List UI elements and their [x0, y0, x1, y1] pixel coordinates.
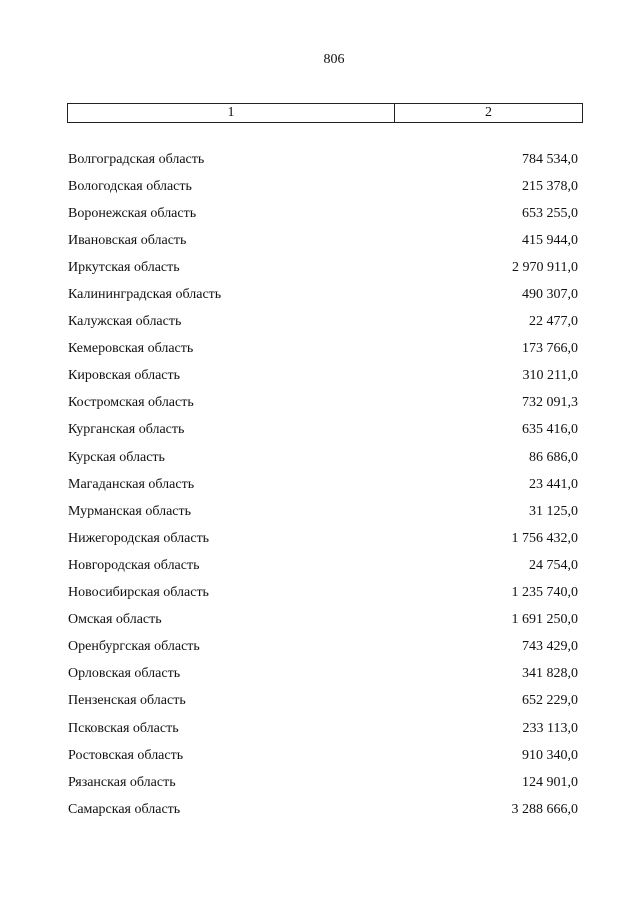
table-row: [68, 444, 578, 471]
table-row: [68, 607, 578, 634]
table-row: [68, 173, 578, 200]
region-name: Новгородская область: [68, 557, 200, 573]
table-row: [68, 715, 578, 742]
table-row: [68, 200, 578, 227]
region-value: 215 378,0: [522, 178, 578, 194]
region-value: 31 125,0: [529, 503, 578, 519]
table-row: [68, 580, 578, 607]
region-value: 124 901,0: [522, 774, 578, 790]
column-header-2: 2: [485, 105, 492, 120]
region-name: Новосибирская область: [68, 585, 209, 601]
page-number: 806: [323, 52, 345, 67]
region-name: Иркутская область: [68, 259, 180, 275]
region-value: 652 229,0: [522, 693, 578, 709]
table-row: [68, 796, 578, 823]
table-row: [68, 281, 578, 308]
table-row: [68, 417, 578, 444]
region-value: 310 211,0: [522, 368, 578, 384]
region-name: Калининградская область: [68, 287, 222, 303]
region-list: [68, 146, 578, 823]
table-row: [68, 661, 578, 688]
table-row: [68, 471, 578, 498]
region-name: Калужская область: [68, 314, 182, 330]
region-name: Волгоградская область: [68, 151, 205, 167]
table-row: [68, 525, 578, 552]
region-value: 2 970 911,0: [512, 259, 578, 275]
region-name: Орловская область: [68, 666, 181, 682]
region-value: 24 754,0: [529, 557, 578, 573]
region-value: 3 288 666,0: [511, 801, 578, 817]
region-name: Пензенская область: [68, 693, 186, 709]
table-row: [68, 634, 578, 661]
region-name: Псковская область: [68, 720, 179, 736]
table-row: [68, 146, 578, 173]
region-name: Самарская область: [68, 801, 181, 817]
region-value: 233 113,0: [522, 720, 578, 736]
region-name: Ивановская область: [68, 232, 187, 248]
region-value: 1 691 250,0: [511, 612, 578, 628]
region-value: 173 766,0: [522, 341, 578, 357]
region-value: 732 091,3: [522, 395, 578, 411]
region-value: 784 534,0: [522, 151, 578, 167]
region-value: 22 477,0: [529, 314, 578, 330]
table-row: [68, 309, 578, 336]
table-row: [68, 742, 578, 769]
region-name: Мурманская область: [68, 503, 192, 519]
region-name: Ростовская область: [68, 747, 184, 763]
region-name: Воронежская область: [68, 205, 197, 221]
region-name: Кировская область: [68, 368, 181, 384]
region-name: Оренбургская область: [68, 639, 200, 655]
column-header-1: 1: [68, 104, 395, 122]
table-row: [68, 336, 578, 363]
region-value: 415 944,0: [522, 232, 578, 248]
region-value: 910 340,0: [522, 747, 578, 763]
table-row: [68, 390, 578, 417]
region-value: 1 235 740,0: [511, 585, 578, 601]
table-row: [68, 254, 578, 281]
region-value: 743 429,0: [522, 639, 578, 655]
region-value: 341 828,0: [522, 666, 578, 682]
region-value: 635 416,0: [522, 422, 578, 438]
region-value: 490 307,0: [522, 287, 578, 303]
region-value: 653 255,0: [522, 205, 578, 221]
region-name: Нижегородская область: [68, 530, 210, 546]
region-name: Курганская область: [68, 422, 185, 438]
table-row: [68, 552, 578, 579]
table-row: [68, 227, 578, 254]
region-name: Омская область: [68, 612, 162, 628]
region-value: 1 756 432,0: [511, 530, 578, 546]
region-name: Рязанская область: [68, 774, 176, 790]
region-name: Вологодская область: [68, 178, 192, 194]
table-row: [68, 498, 578, 525]
table-row: [68, 769, 578, 796]
region-name: Курская область: [68, 449, 165, 465]
region-value: 23 441,0: [529, 476, 578, 492]
table-row: [68, 688, 578, 715]
table-header: [67, 103, 583, 123]
region-name: Магаданская область: [68, 476, 195, 492]
region-name: Кемеровская область: [68, 341, 194, 357]
table-row: [68, 363, 578, 390]
region-name: Костромская область: [68, 395, 194, 411]
region-value: 86 686,0: [529, 449, 578, 465]
